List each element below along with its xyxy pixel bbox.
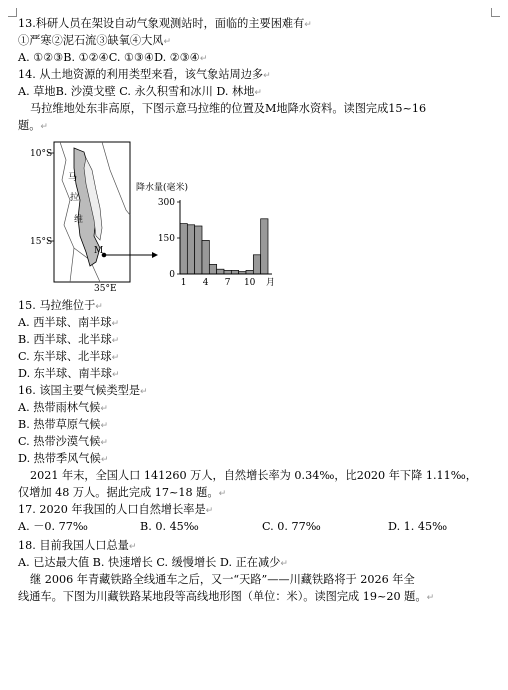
question-16-option-b: B. 热带草原气候↵	[18, 418, 109, 431]
margin-corner-mark	[491, 8, 500, 17]
x-tick-label: 1	[180, 278, 187, 288]
bar-month-12	[261, 219, 268, 274]
question-17-option-a: A. －0. 77‰	[18, 520, 88, 533]
question-13-options: A. ①②③B. ①②④C. ①③④D. ②③④↵	[18, 51, 208, 64]
intro-17-18-cont: 仅增加 48 万人。据此完成 17~18 题。↵	[18, 486, 227, 499]
question-17: 17. 2020 年我国的人口自然增长率是↵	[18, 503, 214, 516]
question-14: 14. 从土地资源的利用类型来看，该气象站周边多↵	[18, 68, 271, 81]
question-14-options: A. 草地B. 沙漠戈壁 C. 永久积雪和冰川 D. 林地↵	[18, 85, 262, 98]
lon-label-35e: 35°E	[94, 284, 117, 294]
question-18: 18. 目前我国人口总量↵	[18, 539, 137, 552]
y-tick-label: 150	[157, 234, 175, 244]
question-16-option-d: D. 热带季风气候↵	[18, 452, 109, 465]
question-17-option-d: D. 1. 45‰	[388, 520, 448, 533]
question-17-option-b: B. 0. 45‰	[140, 520, 199, 533]
lat-label-15s: 15°S	[30, 237, 53, 247]
precipitation-chart	[158, 198, 275, 288]
map-label: 马	[68, 173, 78, 183]
question-15-option-b: B. 西半球、北半球↵	[18, 333, 120, 346]
x-tick-label: 10	[243, 278, 256, 288]
bar-month-6	[217, 269, 224, 274]
bar-month-4	[202, 240, 209, 274]
bar-month-2	[187, 225, 194, 274]
bar-month-3	[195, 226, 202, 274]
bar-month-5	[209, 264, 216, 274]
y-tick-label: 0	[169, 270, 175, 280]
figure-malawi	[30, 140, 276, 294]
bar-month-7	[224, 270, 231, 274]
arrow-head	[152, 252, 158, 258]
question-13-items: ①严寒②泥石流③缺氧④大风↵	[18, 34, 171, 47]
map-label: 拉	[70, 193, 80, 203]
chart-ylabel: 降水量(毫米)	[136, 183, 189, 193]
question-16-option-a: A. 热带雨林气候↵	[18, 401, 108, 414]
question-15-option-a: A. 西半球、南半球↵	[18, 316, 120, 329]
bar-month-11	[253, 255, 260, 274]
lat-label-10s: 10°S	[30, 149, 53, 159]
point-m-label: M	[94, 246, 104, 256]
y-tick-label: 300	[157, 198, 175, 208]
figure-svg	[30, 140, 276, 294]
question-15-option-c: C. 东半球、北半球↵	[18, 350, 120, 363]
question-18-options: A. 已达最大值 B. 快速增长 C. 缓慢增长 D. 正在减少↵	[18, 556, 288, 569]
question-13: 13.科研人员在架设自动气象观测站时，面临的主要困难有↵	[18, 17, 312, 30]
intro-17-18: 2021 年末，全国人口 141260 万人，自然增长率为 0.34‰，比2020 年下降 1.11‰，	[30, 469, 477, 482]
bar-month-8	[231, 270, 238, 274]
margin-corner-mark	[8, 8, 17, 17]
x-axis-label: 月	[266, 278, 276, 288]
question-15: 15. 马拉维位于↵	[18, 299, 103, 312]
intro-19-20-cont: 线通车。下图为川藏铁路某地段等高线地形图（单位：米）。读图完成 19~20 题。↵	[18, 590, 435, 603]
question-16: 16. 该国主要气候类型是↵	[18, 384, 148, 397]
intro-19-20: 继 2006 年青藏铁路全线通车之后，又一“天路”——川藏铁路将于 2026 年全	[30, 573, 415, 586]
question-16-option-c: C. 热带沙漠气候↵	[18, 435, 108, 448]
intro-15-16-cont: 题。↵	[18, 119, 48, 132]
bar-month-10	[246, 270, 253, 274]
question-17-option-c: C. 0. 77‰	[262, 520, 321, 533]
bar-month-1	[180, 224, 187, 274]
intro-15-16: 马拉维地处东非高原，下图示意马拉维的位置及M地降水资料。读图完成15~16	[30, 102, 427, 115]
question-15-option-d: D. 东半球、南半球↵	[18, 367, 120, 380]
x-tick-label: 4	[202, 278, 209, 288]
map-label: 维	[74, 215, 84, 225]
x-tick-label: 7	[224, 278, 231, 288]
